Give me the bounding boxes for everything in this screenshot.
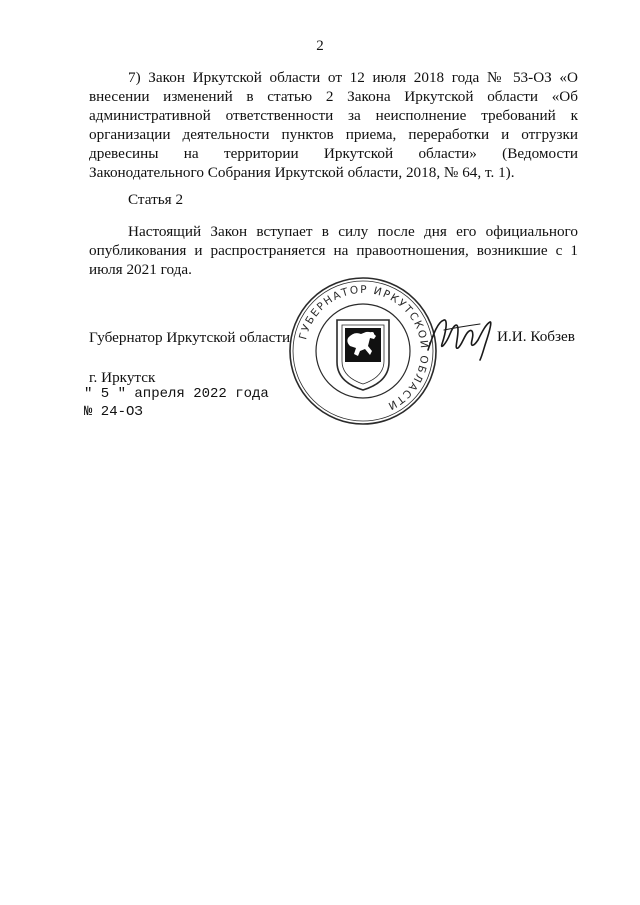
governor-title: Губернатор Иркутской области — [89, 329, 291, 346]
adoption-date: " 5 " апреля 2022 года — [84, 386, 269, 402]
official-seal-icon — [288, 276, 438, 426]
law-number: № 24-ОЗ — [84, 404, 143, 420]
item-7-paragraph: 7) Закон Иркутской области от 12 июля 2018 года № 53-ОЗ «О внесении изменений в статью 2 Закона Иркутской области «Об административной ответственности за неисполнение требований к организации деятельности пунктов приема, переработки и отгрузки древесины на территории Иркутской области» (Ведомости Законодательного Собрания Иркутской области, 2018, № 64, т. 1). — [89, 69, 578, 181]
article-2-heading: Статья 2 — [128, 191, 184, 208]
coat-of-arms-icon — [337, 320, 389, 390]
article-2-paragraph: Настоящий Закон вступает в силу после дня его официального опубликования и распространяется на правоотношения, возникшие с 1 июля 2021 года. — [89, 223, 578, 278]
page-number: 2 — [316, 38, 324, 54]
handwritten-signature-icon — [424, 310, 504, 365]
seal-text: ГУБЕРНАТОР ИРКУТСКОЙ ОБЛАСТИ — [297, 283, 431, 413]
governor-name: И.И. Кобзев — [497, 328, 575, 345]
city: г. Иркутск — [89, 369, 156, 386]
